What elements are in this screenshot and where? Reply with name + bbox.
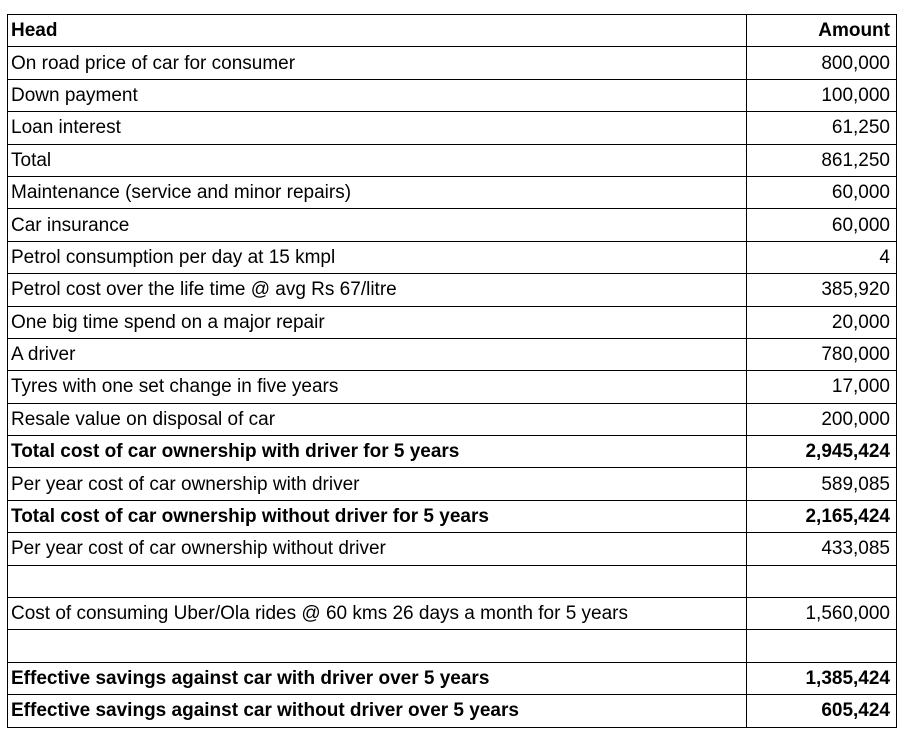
head-cell[interactable]: Down payment xyxy=(8,79,747,111)
amount-cell[interactable]: 61,250 xyxy=(747,112,897,144)
head-cell[interactable]: One big time spend on a major repair xyxy=(8,306,747,338)
column-header-head[interactable]: Head xyxy=(8,15,747,47)
table-row xyxy=(8,338,897,370)
table-row xyxy=(8,306,897,338)
head-cell[interactable]: Cost of consuming Uber/Ola rides @ 60 kms 26 days a month for 5 years xyxy=(8,598,747,630)
table-row xyxy=(8,144,897,176)
head-cell[interactable]: Tyres with one set change in five years xyxy=(8,371,747,403)
amount-cell[interactable]: 20,000 xyxy=(747,306,897,338)
head-cell[interactable]: Effective savings against car without driver over 5 years xyxy=(8,695,747,727)
table-row xyxy=(8,112,897,144)
amount-cell[interactable]: 60,000 xyxy=(747,209,897,241)
amount-cell[interactable]: 200,000 xyxy=(747,403,897,435)
amount-cell[interactable]: 800,000 xyxy=(747,47,897,79)
head-cell[interactable]: Effective savings against car with driver over 5 years xyxy=(8,662,747,694)
table-row xyxy=(8,695,897,727)
head-cell[interactable]: Total cost of car ownership with driver for 5 years xyxy=(8,436,747,468)
table-row xyxy=(8,79,897,111)
table-row xyxy=(8,241,897,273)
amount-cell[interactable]: 2,945,424 xyxy=(747,436,897,468)
amount-cell[interactable]: 17,000 xyxy=(747,371,897,403)
column-header-amount[interactable]: Amount xyxy=(747,15,897,47)
head-cell[interactable] xyxy=(8,630,747,662)
table-row xyxy=(8,436,897,468)
amount-cell[interactable]: 60,000 xyxy=(747,176,897,208)
amount-cell[interactable] xyxy=(747,630,897,662)
head-cell[interactable]: Car insurance xyxy=(8,209,747,241)
table-row xyxy=(8,533,897,565)
amount-cell[interactable]: 1,385,424 xyxy=(747,662,897,694)
table-row xyxy=(8,274,897,306)
amount-cell[interactable]: 861,250 xyxy=(747,144,897,176)
head-cell[interactable]: Petrol cost over the life time @ avg Rs 67/litre xyxy=(8,274,747,306)
table-row xyxy=(8,565,897,597)
head-cell[interactable]: Total cost of car ownership without driver for 5 years xyxy=(8,500,747,532)
head-cell[interactable]: On road price of car for consumer xyxy=(8,47,747,79)
amount-cell[interactable]: 1,560,000 xyxy=(747,598,897,630)
table-row xyxy=(8,47,897,79)
table-row xyxy=(8,403,897,435)
amount-cell[interactable]: 4 xyxy=(747,241,897,273)
head-cell[interactable]: Per year cost of car ownership without driver xyxy=(8,533,747,565)
amount-cell[interactable] xyxy=(747,565,897,597)
amount-cell[interactable]: 385,920 xyxy=(747,274,897,306)
head-cell[interactable] xyxy=(8,565,747,597)
table-row xyxy=(8,630,897,662)
table-row xyxy=(8,371,897,403)
amount-cell[interactable]: 589,085 xyxy=(747,468,897,500)
table-row xyxy=(8,662,897,694)
amount-cell[interactable]: 433,085 xyxy=(747,533,897,565)
table-row xyxy=(8,598,897,630)
head-cell[interactable]: Resale value on disposal of car xyxy=(8,403,747,435)
table-row xyxy=(8,468,897,500)
head-cell[interactable]: Maintenance (service and minor repairs) xyxy=(8,176,747,208)
amount-cell[interactable]: 100,000 xyxy=(747,79,897,111)
table-row xyxy=(8,176,897,208)
amount-cell[interactable]: 605,424 xyxy=(747,695,897,727)
cost-table xyxy=(7,14,897,728)
head-cell[interactable]: A driver xyxy=(8,338,747,370)
table-row xyxy=(8,500,897,532)
head-cell[interactable]: Petrol consumption per day at 15 kmpl xyxy=(8,241,747,273)
table-body xyxy=(8,15,897,728)
table-row xyxy=(8,209,897,241)
head-cell[interactable]: Total xyxy=(8,144,747,176)
amount-cell[interactable]: 2,165,424 xyxy=(747,500,897,532)
table-header-row xyxy=(8,15,897,47)
head-cell[interactable]: Loan interest xyxy=(8,112,747,144)
head-cell[interactable]: Per year cost of car ownership with driver xyxy=(8,468,747,500)
amount-cell[interactable]: 780,000 xyxy=(747,338,897,370)
